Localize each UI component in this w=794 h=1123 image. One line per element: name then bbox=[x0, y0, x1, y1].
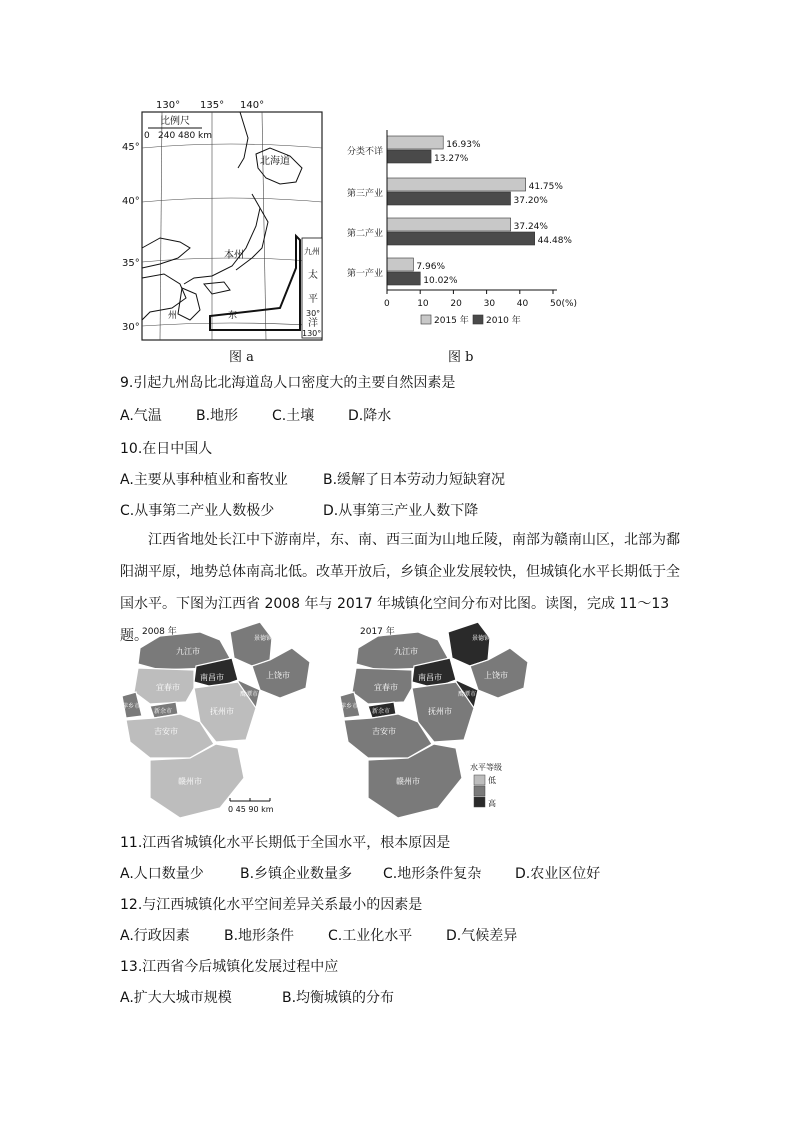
label-hokkaido: 北海道 bbox=[260, 156, 290, 167]
category-label-2: 第二产业 bbox=[346, 229, 383, 239]
question-11-stem: 11.江西省城镇化水平长期低于全国水平，根本原因是 bbox=[120, 835, 451, 851]
lat-label-35: 35° bbox=[122, 258, 140, 269]
map-2017 bbox=[340, 622, 528, 818]
map-scale-bar bbox=[228, 798, 274, 814]
label-pacific-3: 洋 bbox=[308, 318, 318, 329]
legend-low: 低 bbox=[488, 776, 496, 785]
city-2008-jiujiang: 九江市 bbox=[176, 647, 200, 656]
city-2017-jingdezhen: 景德镇市 bbox=[472, 635, 497, 642]
data-label-2015-3: 7.96% bbox=[416, 262, 446, 272]
city-2017-yingtan: 鹰潭市 bbox=[458, 691, 477, 698]
data-label-2015-0: 16.93% bbox=[446, 140, 481, 150]
category-label-0: 分类不详 bbox=[346, 147, 383, 157]
legend-label-2015: 2015 年 bbox=[434, 316, 469, 326]
bar-2015-3 bbox=[387, 258, 413, 271]
bar-2010-2 bbox=[387, 232, 535, 245]
city-2017-shangrao: 上饶市 bbox=[484, 671, 508, 680]
q11-option-a[interactable]: A.人口数量少 bbox=[120, 866, 204, 882]
lon-label-130: 130° bbox=[156, 100, 181, 111]
scale-tick-unit: km bbox=[198, 131, 212, 141]
city-2008-yingtan: 鹰潭市 bbox=[240, 691, 259, 698]
bar-2010-0 bbox=[387, 150, 431, 163]
city-2017-yichun: 宜春市 bbox=[374, 683, 398, 692]
label-pacific-2: 平 bbox=[308, 294, 318, 305]
q9-option-c[interactable]: C.土壤 bbox=[272, 408, 315, 424]
q13-option-a[interactable]: A.扩大大城市规模 bbox=[120, 990, 232, 1006]
data-label-2010-2: 44.48% bbox=[537, 236, 573, 246]
city-2008-pingxiang: 萍乡市 bbox=[122, 703, 141, 710]
inset-lat-label: 30° bbox=[306, 309, 321, 318]
q11-option-d[interactable]: D.农业区位好 bbox=[515, 866, 601, 882]
scale-tick-0: 0 bbox=[144, 131, 150, 141]
x-tick-label-0: 0 bbox=[384, 299, 390, 309]
q12-option-b[interactable]: B.地形条件 bbox=[224, 928, 295, 944]
city-2017-nanchang: 南昌市 bbox=[418, 673, 442, 682]
legend-label-2010: 2010 年 bbox=[486, 316, 521, 326]
region-2008-jingdezhen bbox=[230, 622, 272, 666]
q10-option-b[interactable]: B.缓解了日本劳动力短缺窘况 bbox=[323, 472, 506, 488]
data-label-2010-0: 13.27% bbox=[434, 154, 469, 164]
legend-swatch-high bbox=[474, 797, 485, 807]
x-tick-label-5: 50(%) bbox=[550, 299, 578, 309]
bar-2010-3 bbox=[387, 272, 420, 285]
map-2017-year: 2017 年 bbox=[360, 627, 395, 637]
map-2008-year: 2008 年 bbox=[142, 627, 177, 637]
bar-2010-1 bbox=[387, 192, 511, 205]
city-2008-jian: 吉安市 bbox=[154, 727, 178, 736]
q12-option-c[interactable]: C.工业化水平 bbox=[328, 928, 413, 944]
data-label-2015-2: 37.24% bbox=[513, 222, 548, 232]
legend-title: 水平等级 bbox=[470, 763, 502, 772]
q9-option-b[interactable]: B.地形 bbox=[196, 408, 239, 424]
question-13-stem: 13.江西省今后城镇化发展过程中应 bbox=[120, 959, 339, 975]
data-label-2010-1: 37.20% bbox=[513, 196, 548, 206]
inset-lon-label: 130° bbox=[302, 329, 322, 338]
city-2017-pingxiang: 萍乡市 bbox=[340, 703, 359, 710]
q13-option-b[interactable]: B.均衡城镇的分布 bbox=[282, 990, 395, 1006]
data-label-2010-3: 10.02% bbox=[423, 276, 458, 286]
city-2008-shangrao: 上饶市 bbox=[266, 671, 290, 680]
legend-swatch-2015 bbox=[421, 315, 431, 324]
q10-option-a[interactable]: A.主要从事种植业和畜牧业 bbox=[120, 472, 288, 488]
lat-label-30: 30° bbox=[122, 322, 140, 333]
passage-paragraph: 江西省地处长江中下游南岸，东、南、西三面为山地丘陵，南部为赣南山区，北部为鄱阳湖平原，地势总体南高北低。改革开放后，乡镇企业发展较快，但城镇化水平长期低于全国水平。下图为江西省 2008 年与 2017 年城镇化空间分布对比图。读图，完成 11～13 题。 bbox=[120, 532, 680, 644]
x-tick-label-4: 40 bbox=[516, 299, 529, 309]
q11-option-c[interactable]: C.地形条件复杂 bbox=[383, 866, 482, 882]
city-2008-fuzhou: 抚州市 bbox=[210, 707, 234, 716]
q12-option-d[interactable]: D.气候差异 bbox=[446, 928, 518, 944]
city-2017-fuzhou: 抚州市 bbox=[428, 707, 452, 716]
city-2017-xinyu: 新余市 bbox=[372, 708, 391, 715]
legend-swatch-mid bbox=[474, 786, 485, 796]
legend-swatch-2010 bbox=[473, 315, 483, 324]
q9-option-d[interactable]: D.降水 bbox=[348, 408, 392, 424]
label-pacific-1: 太 bbox=[308, 270, 318, 281]
region-2017-jingdezhen bbox=[448, 622, 490, 666]
x-tick-label-1: 10 bbox=[417, 299, 429, 309]
label-honshu: 本州 bbox=[224, 250, 244, 261]
map-scale-text: 0 45 90 km bbox=[228, 805, 274, 814]
lon-label-140: 140° bbox=[240, 100, 265, 111]
scale-title: 比例尺 bbox=[160, 116, 190, 127]
city-2008-ganzhou: 赣州市 bbox=[178, 777, 202, 786]
lat-label-40: 40° bbox=[122, 196, 140, 207]
city-2017-jian: 吉安市 bbox=[372, 727, 396, 736]
figure-b-caption: 图 b bbox=[448, 350, 474, 365]
city-2008-jingdezhen: 景德镇市 bbox=[254, 635, 279, 642]
bar-2015-1 bbox=[387, 178, 526, 191]
legend-high: 高 bbox=[488, 799, 496, 808]
lon-label-135: 135° bbox=[200, 100, 225, 111]
x-tick-label-2: 20 bbox=[450, 299, 462, 309]
label-kyushu-side: 州 bbox=[168, 311, 178, 321]
figure-a-japan-map bbox=[120, 98, 330, 343]
map-legend bbox=[470, 762, 502, 808]
q9-option-a[interactable]: A.气温 bbox=[120, 408, 162, 424]
city-2008-xinyu: 新余市 bbox=[154, 708, 173, 715]
city-2008-yichun: 宜春市 bbox=[156, 683, 180, 692]
data-label-2015-1: 41.75% bbox=[528, 182, 563, 192]
q10-option-d[interactable]: D.从事第三产业人数下降 bbox=[323, 503, 479, 519]
scale-tick-240: 240 bbox=[158, 131, 176, 141]
label-east: 东 bbox=[228, 311, 238, 321]
bar-2015-0 bbox=[387, 136, 443, 149]
label-kyushu-inset: 九州 bbox=[304, 247, 320, 256]
city-2017-jiujiang: 九江市 bbox=[394, 647, 418, 656]
figure-a-caption: 图 a bbox=[229, 350, 254, 365]
scale-tick-480: 480 bbox=[178, 131, 196, 141]
question-9-stem: 9.引起九州岛比北海道岛人口密度大的主要自然因素是 bbox=[120, 375, 456, 391]
lat-label-45: 45° bbox=[122, 142, 140, 153]
city-2017-ganzhou: 赣州市 bbox=[396, 777, 420, 786]
x-tick-label-3: 30 bbox=[483, 299, 496, 309]
bar-2015-2 bbox=[387, 218, 511, 231]
q12-option-a[interactable]: A.行政因素 bbox=[120, 928, 190, 944]
figure-b-bar-chart bbox=[335, 128, 595, 333]
category-label-3: 第一产业 bbox=[346, 269, 383, 279]
legend-swatch-low bbox=[474, 775, 485, 785]
question-12-stem: 12.与江西城镇化水平空间差异关系最小的因素是 bbox=[120, 897, 423, 913]
question-10-stem: 10.在日中国人 bbox=[120, 441, 213, 457]
map-2008 bbox=[122, 622, 310, 818]
q10-option-c[interactable]: C.从事第二产业人数极少 bbox=[120, 503, 275, 519]
q11-option-b[interactable]: B.乡镇企业数量多 bbox=[240, 866, 353, 882]
jiangxi-urbanization-maps bbox=[120, 618, 536, 824]
category-label-1: 第三产业 bbox=[346, 189, 383, 199]
city-2008-nanchang: 南昌市 bbox=[200, 673, 224, 682]
